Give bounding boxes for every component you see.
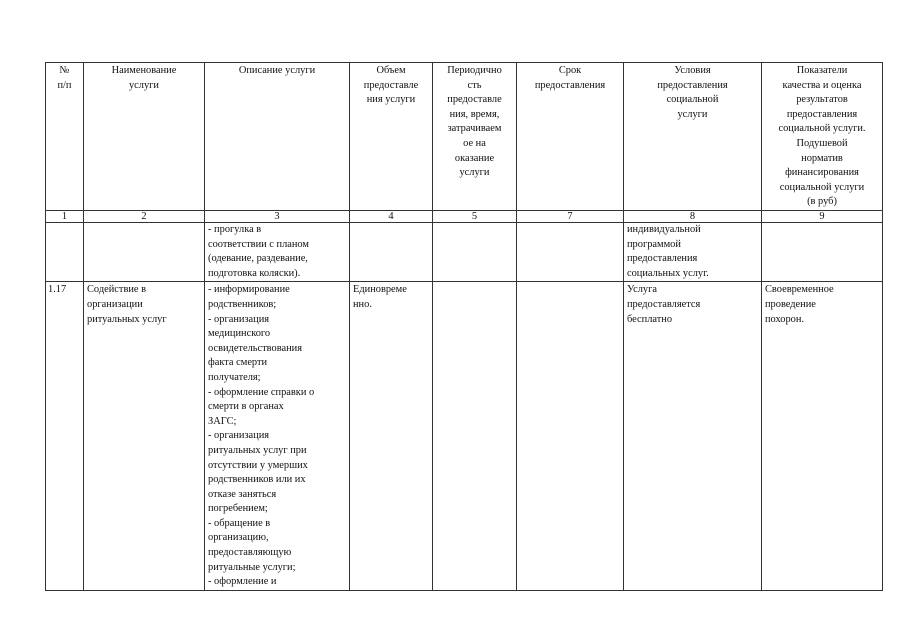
cell-text-line: - обращение в [208, 517, 271, 529]
cell-text-line: отсутствии у умерших [208, 459, 308, 471]
cell-text-line: финансирования [785, 167, 859, 179]
cell-text-line: ЗАГС; [208, 415, 237, 427]
cell-text-line: (одевание, раздевание, [208, 253, 308, 265]
cell-text-line: ния услуги [366, 94, 416, 106]
cell-text-line: затрачиваем [447, 123, 502, 135]
column-number: 2 [84, 211, 205, 223]
cell-description [205, 223, 350, 282]
column-number: 1 [46, 211, 84, 223]
column-number-row [46, 211, 883, 223]
cell-empty [46, 223, 84, 282]
cell-text-line: Периодично [447, 65, 502, 76]
cell-text-line: Описание услуги [238, 65, 316, 76]
cell-empty [517, 223, 624, 282]
cell-text-line: социальной услуги [779, 181, 865, 193]
column-number: 8 [624, 211, 762, 223]
cell-text-line: оказание [454, 152, 495, 164]
cell-text-line: - организация [208, 430, 270, 442]
cell-text-line: сть [467, 79, 482, 91]
cell-text-line: Подушевой [796, 137, 848, 149]
cell-text-line: Объем [376, 65, 406, 76]
cell-text-line: Содействие в [87, 284, 147, 296]
cell-text-line: - информирование [208, 284, 290, 296]
cell-text-line: получателя; [208, 371, 261, 383]
header-volume [350, 63, 433, 211]
cell-text-line: результатов [796, 94, 848, 106]
cell-text-line: Показатели [796, 65, 848, 76]
cell-text-line: ритуальных услуг [87, 313, 167, 325]
cell-text-line: предоставляющую [208, 547, 292, 559]
cell-number: 1.17 [46, 282, 84, 590]
services-table [45, 62, 883, 591]
column-number: 3 [205, 211, 350, 223]
cell-text-line: качества и оценка [782, 79, 862, 91]
cell-text-line: индивидуальной [627, 224, 701, 235]
header-description [205, 63, 350, 211]
cell-text-line: - оформление и [208, 576, 277, 588]
cell-text-line: Наименование [111, 65, 177, 76]
cell-text-line: соответствии с планом [208, 238, 310, 250]
cell-text-line: предоставления [534, 79, 606, 91]
header-number [46, 63, 84, 211]
cell-text-line: Условия [674, 65, 711, 76]
column-number: 5 [433, 211, 517, 223]
cell-text-line: освидетельствования [208, 342, 302, 354]
header-quality [762, 63, 883, 211]
cell-text-line: родственников; [208, 298, 277, 310]
cell-text-line: п/п [57, 79, 72, 91]
cell-conditions [624, 223, 762, 282]
cell-description [205, 282, 350, 590]
cell-text-line: услуги [677, 108, 708, 120]
cell-text-line: Срок [558, 65, 582, 76]
header-row [46, 63, 883, 211]
cell-text-line: медицинского [208, 328, 271, 340]
cell-conditions [624, 282, 762, 590]
cell-text-line: предоставле [447, 94, 502, 106]
cell-text-line: социальной [666, 94, 719, 106]
cell-text-line: бесплатно [627, 313, 673, 325]
cell-empty [350, 223, 433, 282]
cell-text-line: факта смерти [208, 357, 268, 369]
cell-text-line: услуги [459, 167, 490, 179]
header-service-name [84, 63, 205, 211]
cell-text-line: предоставления [627, 253, 698, 265]
cell-text-line: ое на [463, 137, 486, 149]
cell-text-line: (в руб) [807, 196, 837, 208]
column-number: 4 [350, 211, 433, 223]
header-term [517, 63, 624, 211]
cell-text-line: предоставле [363, 79, 419, 91]
column-number: 9 [762, 211, 883, 223]
cell-text-line: погребением; [208, 503, 268, 515]
cell-text-line: - оформление справки о [208, 386, 315, 398]
cell-volume [350, 282, 433, 590]
cell-text-line: предоставления [657, 79, 728, 91]
cell-text-line: - прогулка в [208, 224, 262, 235]
cell-text-line: норматив [801, 152, 843, 164]
cell-text-line: нно. [353, 298, 372, 310]
cell-text-line: смерти в органах [208, 401, 284, 413]
cell-text-line: программой [627, 238, 681, 250]
cell-quality [762, 282, 883, 590]
cell-empty [84, 223, 205, 282]
cell-text-line: Своевременное [765, 284, 834, 296]
header-conditions [624, 63, 762, 211]
cell-text-line: № [59, 65, 70, 76]
cell-text-line: предоставления [786, 108, 858, 120]
cell-text-line: родственников или их [208, 474, 306, 486]
cell-text-line: Услуга [627, 284, 657, 296]
header-periodicity [433, 63, 517, 211]
cell-text-line: организации [87, 298, 143, 310]
cell-text-line: предоставляется [627, 298, 701, 310]
column-number: 7 [517, 211, 624, 223]
cell-empty [433, 223, 517, 282]
cell-empty [517, 282, 624, 590]
cell-text-line: социальной услуги. [778, 123, 866, 135]
cell-empty [762, 223, 883, 282]
cell-empty [433, 282, 517, 590]
cell-text-line: ритуальных услуг при [208, 444, 307, 456]
cell-text-line: организацию, [208, 532, 269, 544]
cell-text-line: ния, время, [449, 108, 500, 120]
cell-text-line: услуги [128, 79, 159, 91]
cell-text-line: - организация [208, 313, 270, 325]
table-row [46, 223, 883, 282]
cell-service-name [84, 282, 205, 590]
cell-text-line: отказе заняться [208, 488, 277, 500]
cell-text-line: Единовреме [353, 284, 407, 296]
cell-text-line: ритуальные услуги; [208, 561, 296, 573]
table-row [46, 282, 883, 590]
cell-text-line: похорон. [765, 313, 805, 325]
cell-text-line: проведение [765, 298, 816, 310]
cell-text-line: подготовка коляски). [208, 267, 301, 279]
cell-text-line: социальных услуг. [627, 267, 709, 279]
